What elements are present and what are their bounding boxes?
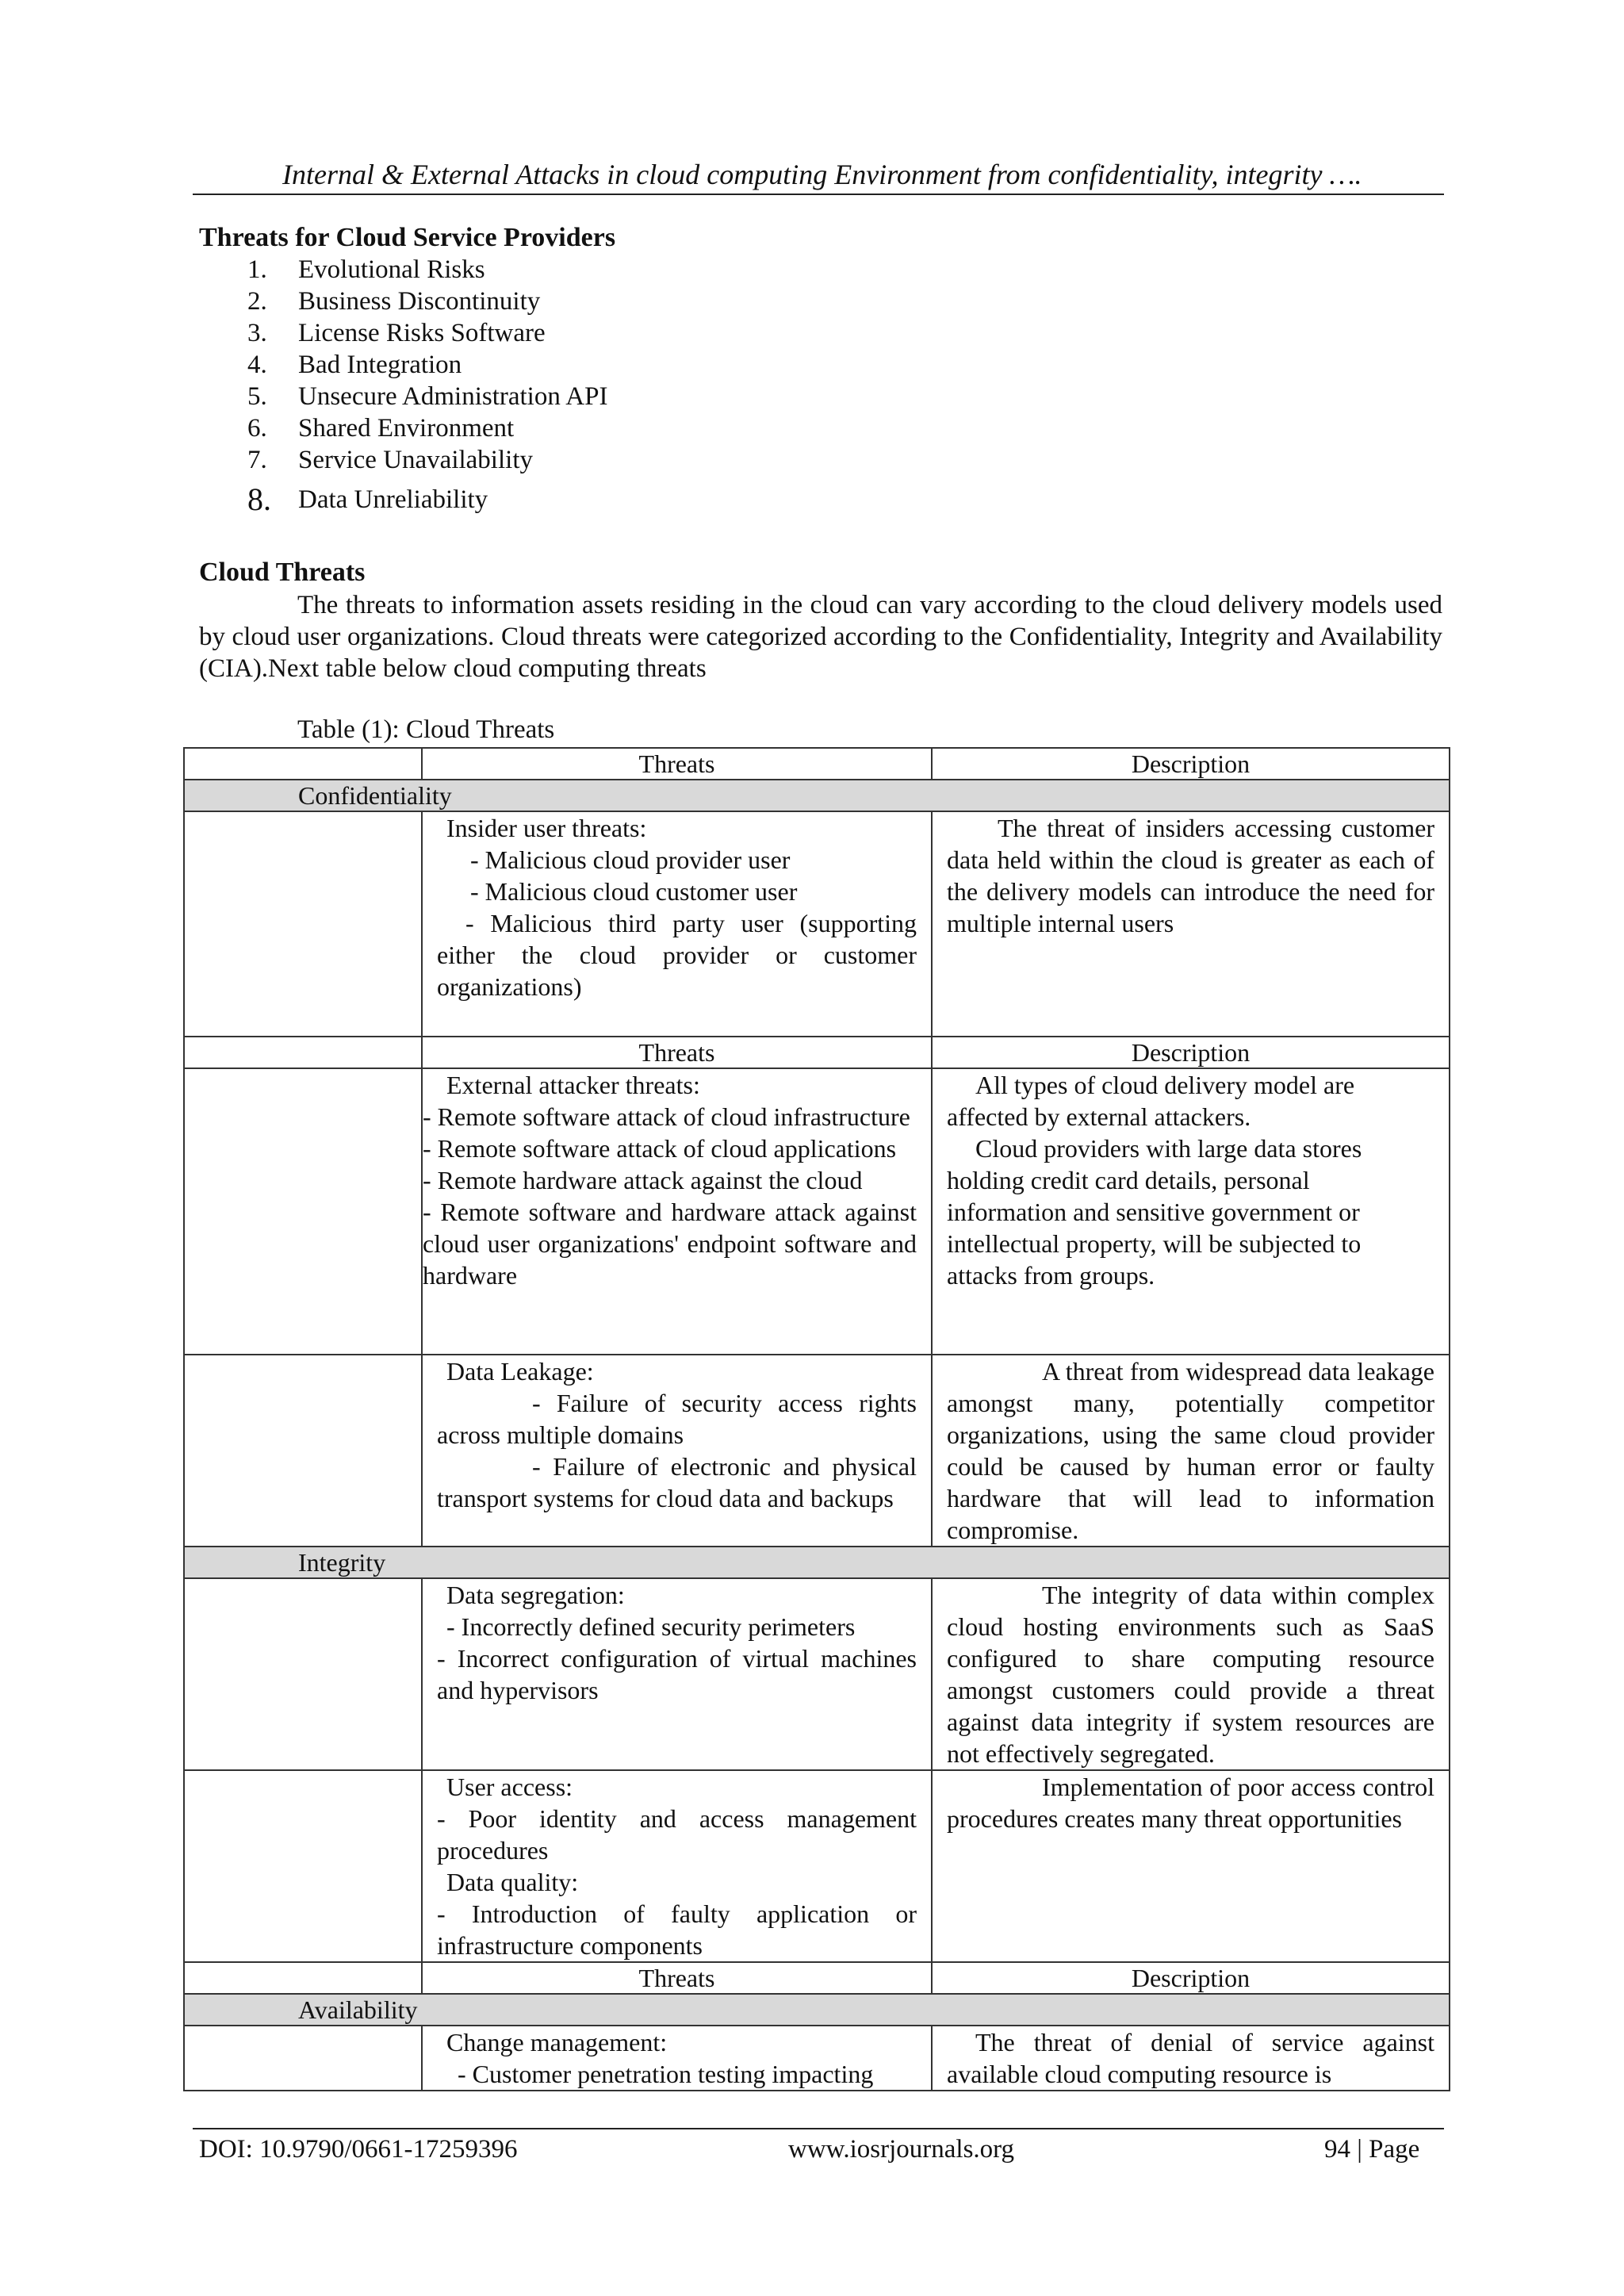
- list-item: [238, 349, 607, 381]
- description-text: [947, 1355, 1434, 1546]
- header-rule: [193, 194, 1444, 195]
- threat-line: - Remote hardware attack against the cloud: [423, 1166, 863, 1194]
- list-text: Evolutional Risks: [298, 255, 485, 284]
- list-text: Service Unavailability: [298, 446, 533, 474]
- threat-title: User access:: [446, 1773, 573, 1801]
- threat-line: - Incorrectly defined security perimeters: [446, 1612, 856, 1641]
- cloud-threats-table: [183, 747, 1450, 2091]
- table-header-row: [184, 1037, 1450, 1068]
- list-number: 7.: [247, 446, 267, 474]
- cloud-threats-paragraph: [199, 589, 1442, 684]
- table-row: [184, 1578, 1450, 1770]
- running-head: Internal & External Attacks in cloud computing Environment from confidentiality, integrity ….: [282, 159, 1362, 190]
- table-cell: [184, 748, 422, 780]
- list-number: 8.: [247, 481, 271, 517]
- list-number: 2.: [247, 287, 267, 316]
- threat-title: Change management:: [446, 2028, 668, 2056]
- list-text: Business Discontinuity: [298, 287, 541, 316]
- header-threats: Threats: [422, 1037, 932, 1068]
- threat-cell: [422, 1068, 932, 1355]
- header-description: Description: [932, 1037, 1450, 1068]
- threat-line: [437, 907, 917, 1002]
- section-title-providers: Threats for Cloud Service Providers: [199, 223, 616, 252]
- header-description: Description: [932, 748, 1450, 780]
- threat-cell: [422, 811, 932, 1037]
- description-cell: [932, 1770, 1450, 1962]
- description-body: A threat from widespread data leakage amongst many, potentially competitor organizations, using the same cloud provider could be caused by human error or faulty hardware that will lead to information compromise.: [947, 1357, 1434, 1544]
- table-cell: [184, 1770, 422, 1962]
- threat-line: - Remote software and hardware attack against cloud user organizations' endpoint software and hardware: [423, 1198, 917, 1290]
- list-number: 3.: [247, 319, 267, 347]
- description-body: All types of cloud delivery model are affected by external attackers.: [947, 1071, 1355, 1131]
- header-threats: Threats: [422, 748, 932, 780]
- category-integrity: Integrity: [184, 1547, 1450, 1578]
- list-number: 6.: [247, 414, 267, 443]
- threat-line: - Introduction of faulty application or infrastructure components: [437, 1899, 917, 1960]
- category-confidentiality: Confidentiality: [184, 780, 1450, 811]
- table-row: [184, 1068, 1450, 1355]
- threat-cell: [422, 1770, 932, 1962]
- threat-title: Data Leakage:: [446, 1357, 594, 1386]
- table-caption: Table (1): Cloud Threats: [297, 715, 555, 744]
- description-cell: [932, 1068, 1450, 1355]
- list-item: [238, 254, 607, 286]
- list-item: [238, 286, 607, 317]
- footer-site: www.iosrjournals.org: [788, 2135, 1015, 2164]
- description-cell: [932, 2026, 1450, 2091]
- footer-doi: DOI: 10.9790/0661-17259396: [199, 2135, 518, 2164]
- description-text: [947, 1579, 1434, 1769]
- threat-line: [437, 1387, 917, 1451]
- threat-title: Insider user threats:: [446, 814, 647, 842]
- list-item: [238, 317, 607, 349]
- footer-rule: [193, 2128, 1444, 2129]
- list-text: Bad Integration: [298, 351, 462, 379]
- threat-title: Data segregation:: [446, 1581, 625, 1609]
- list-text: Data Unreliability: [298, 485, 488, 514]
- threat-title: External attacker threats:: [446, 1071, 700, 1099]
- footer-page-number: 94 | Page: [1324, 2135, 1420, 2164]
- description-text: [947, 1069, 1434, 1133]
- list-number: 5.: [247, 382, 267, 411]
- description-cell: [932, 811, 1450, 1037]
- list-item: [238, 481, 607, 519]
- category-availability: Availability: [184, 1994, 1450, 2026]
- table-cell: [184, 1962, 422, 1994]
- header-description: Description: [932, 1962, 1450, 1994]
- description-text: [947, 1771, 1434, 1834]
- header-threats: Threats: [422, 1962, 932, 1994]
- table-header-row: [184, 748, 1450, 780]
- list-number: 1.: [247, 255, 267, 284]
- description-cell: [932, 1578, 1450, 1770]
- category-band: [184, 1547, 1450, 1578]
- threat-line: - Remote software attack of cloud infrastructure: [423, 1102, 910, 1131]
- table-row: [184, 2026, 1450, 2091]
- table-row: [184, 1770, 1450, 1962]
- threat-cell: [422, 2026, 932, 2091]
- table-cell: [184, 1355, 422, 1547]
- threat-line-text: - Failure of electronic and physical transport systems for cloud data and backups: [437, 1452, 917, 1512]
- category-band: [184, 780, 1450, 811]
- table-cell: [184, 1037, 422, 1068]
- provider-threats-list: [238, 254, 607, 519]
- category-band: [184, 1994, 1450, 2026]
- description-body: The threat of denial of service against available cloud computing resource is: [947, 2028, 1434, 2088]
- threat-line-text: - Malicious third party user (supporting either the cloud provider or customer organizations): [437, 909, 917, 1001]
- description-body: The threat of insiders accessing customer data held within the cloud is greater as each of the delivery models can introduce the need for multiple internal users: [947, 814, 1434, 937]
- table-cell: [184, 1578, 422, 1770]
- threat-line: [437, 1451, 917, 1514]
- list-item: [238, 381, 607, 412]
- threat-cell: [422, 1578, 932, 1770]
- list-number: 4.: [247, 351, 267, 379]
- table-cell: [184, 2026, 422, 2091]
- threat-line: - Malicious cloud provider user: [470, 845, 791, 874]
- paragraph-text: The threats to information assets residing in the cloud can vary according to the cloud delivery models used by cloud user organizations. Cloud threats were categorized according to the Confidentiality, Integrity and Availability (CIA).Next table below cloud computing threats: [199, 591, 1442, 683]
- threat-cell: [422, 1355, 932, 1547]
- description-cell: [932, 1355, 1450, 1547]
- section-title-cloud-threats: Cloud Threats: [199, 558, 366, 587]
- threat-line: - Remote software attack of cloud applications: [423, 1134, 897, 1163]
- list-item: [238, 412, 607, 444]
- list-text: Unsecure Administration API: [298, 382, 608, 411]
- table-cell: [184, 1068, 422, 1355]
- threat-line: - Incorrect configuration of virtual machines and hypervisors: [437, 1644, 917, 1704]
- list-text: Shared Environment: [298, 414, 515, 443]
- threat-line-text: - Failure of security access rights across multiple domains: [437, 1389, 917, 1449]
- table-row: [184, 1355, 1450, 1547]
- list-item: [238, 444, 607, 476]
- description-text: [947, 1133, 1434, 1291]
- table-header-row: [184, 1962, 1450, 1994]
- threat-line: - Customer penetration testing impacting: [458, 2060, 874, 2088]
- threat-line: - Malicious cloud customer user: [470, 877, 798, 906]
- threat-title: Data quality:: [446, 1868, 579, 1896]
- description-body: Cloud providers with large data stores holding credit card details, personal information and sensitive government or intellectual property, will be subjected to attacks from groups.: [947, 1134, 1362, 1290]
- table-cell: [184, 811, 422, 1037]
- list-text: License Risks Software: [298, 319, 546, 347]
- threat-line: - Poor identity and access management procedures: [437, 1804, 917, 1865]
- description-body: Implementation of poor access control procedures creates many threat opportunities: [947, 1773, 1434, 1833]
- table-row: [184, 811, 1450, 1037]
- description-body: The integrity of data within complex cloud hosting environments such as SaaS configured to share computing resource amongst customers could provide a threat against data integrity if system resources are not effectively segregated.: [947, 1581, 1434, 1768]
- description-text: [947, 812, 1434, 939]
- description-text: [947, 2026, 1434, 2090]
